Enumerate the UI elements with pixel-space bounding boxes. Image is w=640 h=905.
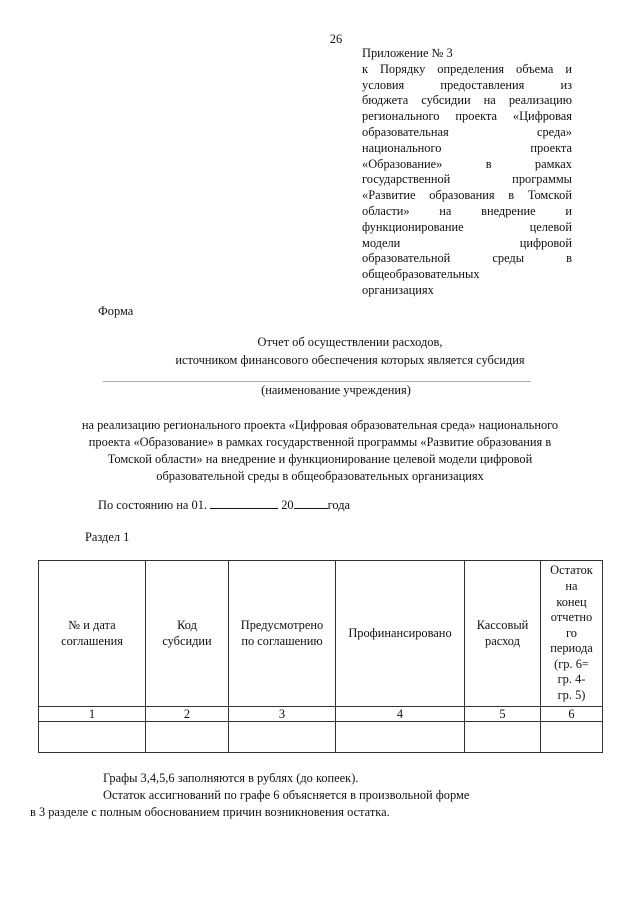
column-number-row [39, 707, 603, 722]
year-prefix: 20 [281, 498, 294, 512]
appendix-line: «Развитие образования в Томской [362, 188, 572, 203]
table-cell [336, 722, 465, 753]
year-blank [294, 497, 328, 509]
note-line: Графы 3,4,5,6 заполняются в рублях (до копеек). [103, 771, 359, 785]
month-blank [210, 497, 278, 509]
project-line: образовательной среды в общеобразовательных организациях [156, 469, 484, 483]
report-table [38, 560, 603, 753]
header-row [39, 561, 603, 707]
column-number: 2 [146, 707, 229, 722]
appendix-line: условия предоставления из [362, 77, 572, 92]
table-cell [39, 722, 146, 753]
as-of-prefix: По состоянию на 01. [98, 498, 207, 512]
appendix-line: модели цифровой [362, 235, 572, 250]
header-cell: Код субсидии [146, 561, 229, 707]
as-of-suffix: года [327, 498, 351, 512]
column-number: 5 [465, 707, 541, 722]
table-cell [229, 722, 336, 753]
as-of-date [98, 497, 350, 513]
report-title [0, 333, 640, 369]
column-number: 6 [541, 707, 603, 722]
column-number: 1 [39, 707, 146, 722]
institution-name-line [103, 381, 531, 382]
appendix-line: организациях [362, 282, 434, 297]
project-line: на реализацию регионального проекта «Цифровая образовательная среда» национального [81, 418, 559, 432]
appendix-line: образовательной среды в [362, 251, 572, 266]
appendix-line: «Образование» в рамках [362, 156, 572, 171]
report-title-line: Отчет об осуществлении расходов, [257, 335, 443, 349]
form-label: Форма [98, 304, 134, 318]
appendix-line: регионального проекта «Цифровая [362, 109, 572, 124]
header-cell: Остаток на конец отчетно го периода (гр. 6= гр. 4- гр. 5) [541, 561, 603, 707]
note-line: Остаток ассигнований по графе 6 объясняется в произвольной форме [103, 788, 470, 802]
appendix-line: к Порядку определения объема и [362, 61, 572, 76]
appendix-line: Приложение № 3 [362, 46, 453, 60]
table-cell [465, 722, 541, 753]
section-label: Раздел 1 [85, 530, 130, 544]
appendix-line: области» на внедрение и [362, 203, 572, 218]
column-number: 4 [336, 707, 465, 722]
report-title-line: источником финансового обеспечения которых является субсидия [175, 353, 525, 367]
project-line: Томской области» на внедрение и функционирование целевой модели цифровой [107, 452, 533, 466]
institution-caption: (наименование учреждения) [261, 383, 411, 397]
column-number: 3 [229, 707, 336, 722]
appendix-line: государственной программы [362, 172, 572, 187]
page-number: 26 [329, 32, 343, 46]
project-description [0, 417, 640, 485]
appendix-line: образовательная среда» [362, 124, 572, 139]
appendix-line: национального проекта [362, 140, 572, 155]
table-cell [541, 722, 603, 753]
header-cell: Профинансировано [336, 561, 465, 707]
appendix-line: функционирование целевой [362, 219, 572, 234]
header-cell: Предусмотрено по соглашению [229, 561, 336, 707]
note-line: в 3 разделе с полным обоснованием причин возникновения остатка. [30, 805, 390, 819]
appendix-line: общеобразовательных [362, 267, 480, 282]
appendix-line: бюджета субсидии на реализацию [362, 93, 572, 108]
project-line: проекта «Образование» в рамках государственной программы «Развитие образования в [88, 435, 552, 449]
empty-data-row [39, 722, 603, 753]
table-cell [146, 722, 229, 753]
header-cell: Кассовый расход [465, 561, 541, 707]
header-cell: № и дата соглашения [39, 561, 146, 707]
appendix-block [362, 46, 572, 299]
